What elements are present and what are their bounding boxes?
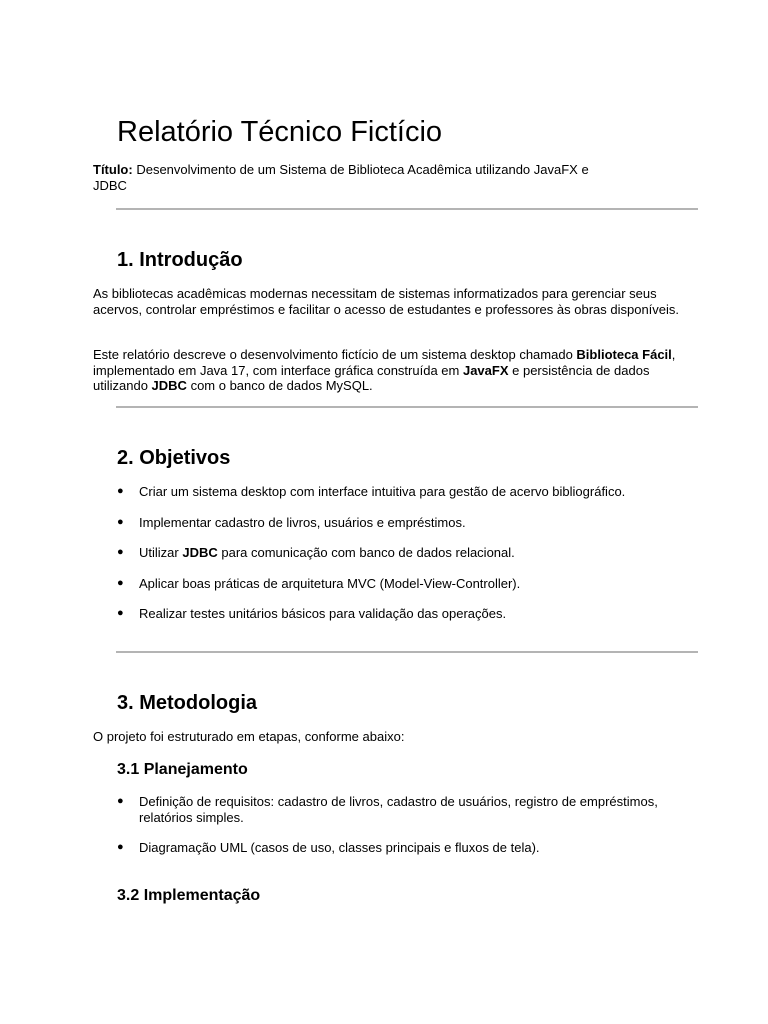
intro-paragraph-1: As bibliotecas acadêmicas modernas necessitam de sistemas informatizados para gerenciar seus acervos, controlar empréstimos e facilitar o acesso de estudantes e professores às obras disponíveis.	[93, 286, 680, 317]
document-subtitle	[93, 162, 683, 193]
list-item-text: Implementar cadastro de livros, usuários e empréstimos.	[139, 514, 466, 530]
bullet-icon: ●	[117, 607, 124, 619]
list-item-text: Definição de requisitos: cadastro de livros, cadastro de usuários, registro de empréstimos, relatórios simples.	[139, 794, 658, 825]
objetivos-list	[117, 484, 677, 622]
list-item	[117, 840, 677, 856]
list-item	[117, 606, 677, 622]
bullet-icon: ●	[117, 841, 124, 853]
bullet-icon: ●	[117, 485, 124, 497]
intro-p2-jdbc: JDBC	[151, 378, 187, 393]
list-item-text: para comunicação com banco de dados relacional.	[217, 545, 515, 560]
intro-p2-text: , implementado em Java 17, com interface gráfica construída em	[93, 347, 676, 378]
section-divider	[116, 406, 698, 408]
subtitle-text-continued: JDBC	[93, 177, 127, 193]
list-item-text: Criar um sistema desktop com interface intuitiva para gestão de acervo bibliográfico.	[139, 484, 626, 499]
intro-p2-javafx: JavaFX	[462, 362, 509, 378]
bullet-icon: ●	[117, 546, 124, 558]
list-item	[117, 484, 677, 500]
list-item-text: Utilizar	[139, 545, 183, 560]
heading-planejamento: 3.1 Planejamento	[117, 761, 248, 778]
list-item-text: Diagramação UML (casos de uso, classes principais e fluxos de tela).	[139, 840, 540, 855]
bullet-icon: ●	[117, 515, 124, 528]
bullet-icon: ●	[117, 795, 124, 807]
list-item	[117, 576, 677, 592]
section-divider	[116, 208, 698, 210]
subtitle-text: Desenvolvimento de um Sistema de Biblioteca Acadêmica utilizando JavaFX e	[132, 162, 589, 177]
list-item	[117, 794, 677, 825]
document-title: Relatório Técnico Fictício	[117, 116, 443, 148]
list-item-text: Realizar testes unitários básicos para validação das operações.	[139, 606, 507, 621]
intro-p2-text: e persistência de dados utilizando	[93, 362, 650, 393]
heading-introducao: 1. Introdução	[117, 249, 243, 271]
intro-p2-text: com o banco de dados MySQL.	[186, 378, 373, 393]
list-item-text: Aplicar boas práticas de arquitetura MVC (Model-View-Controller).	[139, 575, 521, 591]
metodologia-intro: O projeto foi estruturado em etapas, conforme abaixo:	[93, 729, 405, 744]
list-item	[117, 515, 677, 531]
section-divider	[116, 651, 698, 653]
intro-paragraph-2	[93, 347, 683, 394]
intro-p2-system-name: Biblioteca Fácil	[576, 347, 672, 362]
heading-implementacao: 3.2 Implementação	[117, 887, 261, 904]
subtitle-label: Título:	[93, 162, 133, 177]
heading-metodologia: 3. Metodologia	[117, 692, 257, 714]
list-item-jdbc: JDBC	[182, 545, 218, 560]
heading-objetivos: 2. Objetivos	[117, 447, 231, 469]
list-item	[117, 545, 677, 561]
intro-p2-text: Este relatório descreve o desenvolvimento fictício de um sistema desktop chamado	[93, 347, 577, 362]
planejamento-list	[117, 794, 677, 856]
bullet-icon: ●	[117, 576, 124, 589]
